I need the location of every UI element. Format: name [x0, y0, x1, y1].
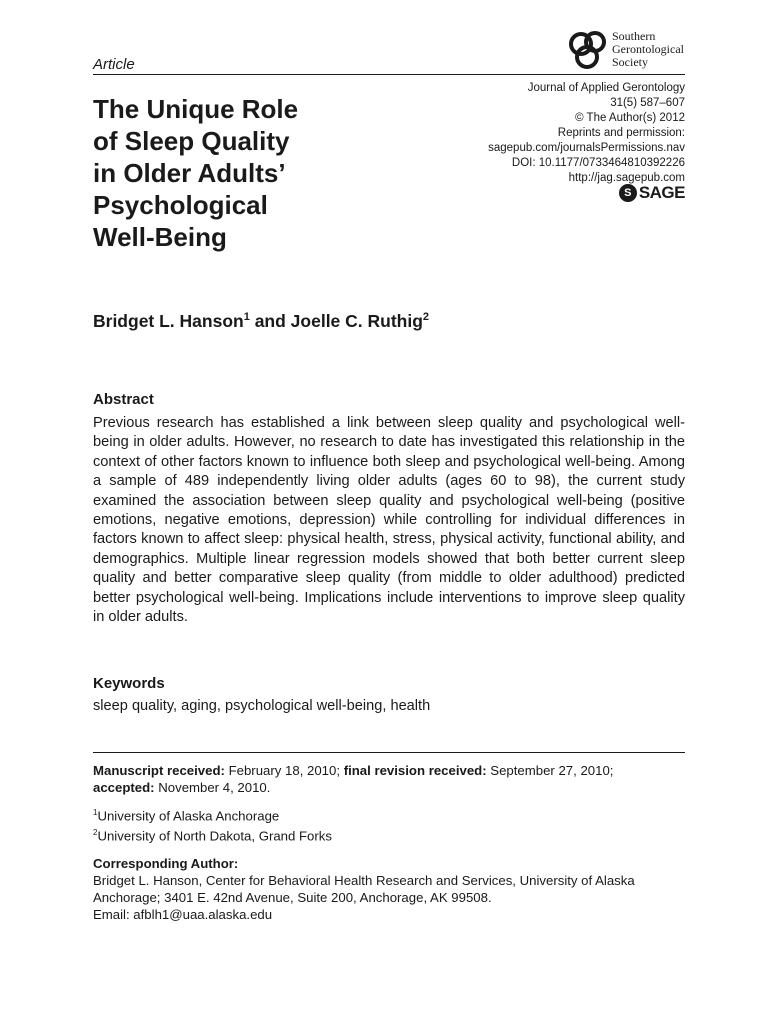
article-label: Article: [93, 56, 135, 73]
accepted-label: accepted:: [93, 780, 155, 795]
corresponding-address: Bridget L. Hanson, Center for Behavioral Health Research and Services, University of Alaska: [93, 872, 635, 888]
copyright: © The Author(s) 2012: [575, 112, 685, 124]
corresponding-email[interactable]: Email: afblh1@uaa.alaska.edu: [93, 906, 273, 922]
journal-url[interactable]: http://jag.sagepub.com: [568, 172, 685, 184]
author-name: Bridget L. Hanson: [93, 311, 244, 331]
abstract-heading: Abstract: [93, 391, 154, 408]
journal-name: Journal of Applied Gerontology: [527, 82, 685, 94]
title-line: of Sleep Quality: [93, 126, 290, 156]
title-line: in Older Adults’: [93, 158, 286, 188]
received-label: Manuscript received:: [93, 763, 225, 778]
revision-label: final revision received:: [343, 763, 487, 778]
revision-date: September 27, 2010;: [486, 763, 614, 778]
society-name-line: Gerontological: [612, 42, 684, 56]
journal-info: [488, 81, 685, 186]
received-date: February 18, 2010;: [224, 763, 344, 778]
title-line: The Unique Role: [93, 94, 299, 124]
society-name-line: Society: [612, 55, 648, 69]
footnote-divider: [93, 752, 685, 753]
footnotes: [93, 762, 685, 923]
affiliation-marker: 1: [243, 311, 250, 324]
keywords-heading: Keywords: [93, 675, 165, 692]
affiliation-text: University of Alaska Anchorage: [97, 808, 280, 824]
author-list: [93, 311, 429, 332]
corresponding-label: Corresponding Author:: [93, 855, 239, 871]
affiliation-marker: 2: [93, 828, 98, 838]
journal-volume: 31(5) 587–607: [610, 97, 685, 109]
author-name: Joelle C. Ruthig: [290, 311, 423, 331]
abstract-text: Previous research has established a link between sleep quality and psychological well-being in older adults. However, no research to date has investigated this relationship in the context of other factors known to influence both sleep and psychological well-being. Among a sample of 489 independently living older adults (ages 60 to 98), the current study examined the association between sleep quality and psychological well-being (positive emotions, negative emotions, depression) while controlling for individual differences in factors known to affect sleep: physical health, stress, physical activity, functional ability, and demographics. Multiple linear regression models showed that both better current sleep quality and better comparative sleep quality (from middle to older adulthood) predicted better psychological well-being. Implications include interventions to improve sleep quality in older adults.: [93, 415, 685, 626]
manuscript-dates: [93, 762, 685, 779]
corresponding-address: Anchorage; 3401 E. 42nd Avenue, Suite 200, Anchorage, AK 99508.: [93, 889, 492, 905]
article-title: [93, 93, 363, 253]
affiliation-2: [93, 824, 685, 844]
publisher-wordmark: SAGE: [638, 183, 685, 202]
affiliation-1: [93, 804, 685, 824]
affiliation-marker: 1: [93, 808, 98, 817]
affiliation-marker: 2: [422, 311, 430, 324]
accepted-line: [93, 779, 685, 796]
keywords-text: sleep quality, aging, psychological well-being, health: [93, 698, 431, 714]
affiliation-text: University of North Dakota, Grand Forks: [97, 828, 332, 844]
header-divider: [93, 74, 685, 75]
title-line: Psychological: [93, 190, 268, 220]
accepted-date: November 4, 2010.: [154, 780, 271, 795]
society-name: [612, 30, 684, 69]
publisher-logo: [619, 183, 685, 203]
society-name-line: Southern: [612, 29, 656, 43]
author-conjunction: and: [249, 311, 291, 331]
doi[interactable]: DOI: 10.1177/0733464810392226: [511, 157, 685, 169]
sage-circle-icon: S: [619, 184, 637, 202]
reprints-label: Reprints and permission:: [557, 127, 685, 139]
corresponding-heading: [93, 855, 685, 872]
society-logo-icon: [567, 30, 609, 70]
title-line: Well-Being: [93, 222, 227, 252]
permissions-link[interactable]: sagepub.com/journalsPermissions.nav: [488, 142, 685, 154]
